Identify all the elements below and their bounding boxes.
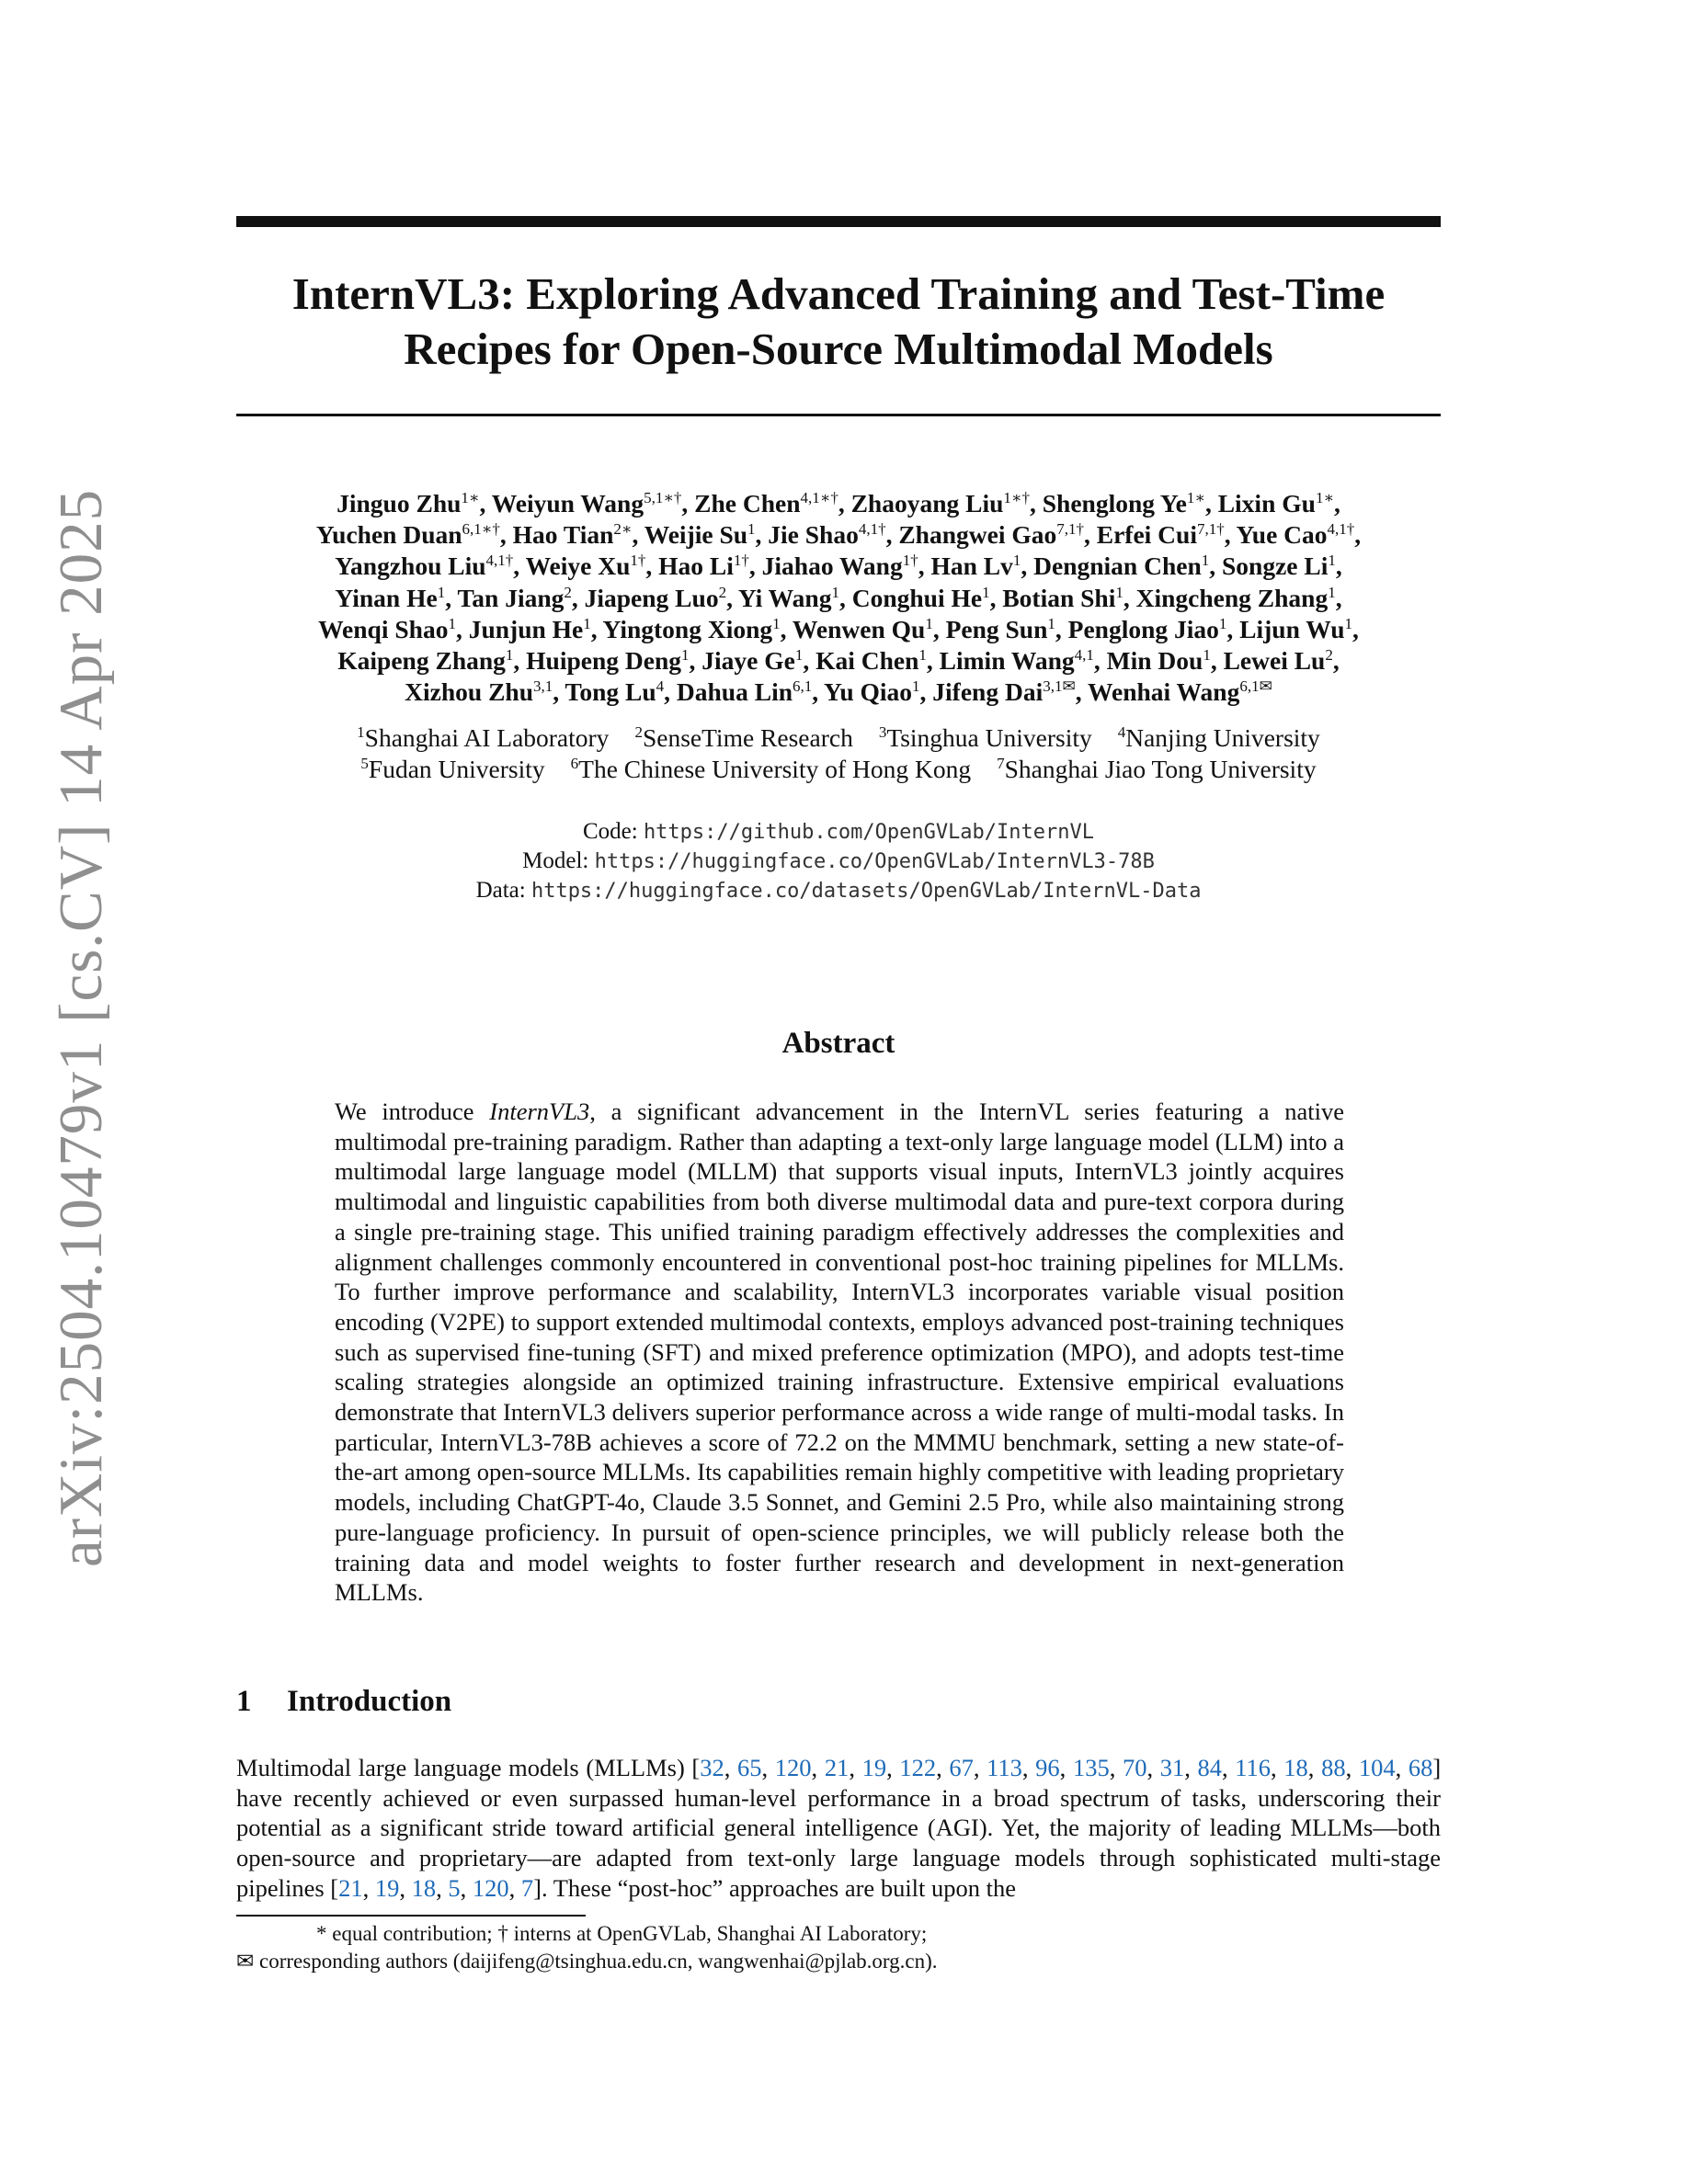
title-line-2: Recipes for Open-Source Multimodal Models — [404, 324, 1273, 374]
author-affiliation-mark: 5,1∗† — [644, 488, 682, 506]
data-link-row — [236, 876, 1441, 905]
author-affiliation-mark: 1 — [1115, 583, 1123, 601]
citation-link[interactable]: 120 — [472, 1873, 509, 1902]
author-affiliation-mark: 4,1 — [1074, 645, 1094, 664]
title-line-1: InternVL3: Exploring Advanced Training and Test-Time — [291, 268, 1386, 319]
author-affiliation-mark: 1∗ — [1186, 488, 1205, 506]
author-name: Lewei Lu — [1223, 646, 1326, 676]
author-name: Wenqi Shao — [318, 614, 449, 643]
author-affiliation-mark: 1 — [925, 614, 933, 632]
author-affiliation-mark: 1 — [1201, 552, 1210, 570]
author-name: Shenglong Ye — [1042, 489, 1187, 518]
section-title: Introduction — [287, 1685, 452, 1718]
author-name: Peng Sun — [945, 614, 1048, 643]
affiliation-name: Tsinghua University — [886, 723, 1092, 752]
affiliation-name: Fudan University — [368, 755, 545, 783]
author-affiliation-mark: 1 — [583, 614, 591, 632]
author-name: Zhangwei Gao — [898, 520, 1057, 550]
author-affiliation-mark: 2 — [718, 583, 727, 601]
citation-link[interactable]: 21 — [338, 1873, 363, 1902]
citation-link[interactable]: 113 — [987, 1754, 1022, 1781]
author-name: Zhaoyang Liu — [850, 489, 1004, 518]
affiliation-name: SenseTime Research — [642, 723, 853, 752]
author-affiliation-mark: 4,1∗† — [800, 488, 838, 506]
author-name: Dengnian Chen — [1033, 552, 1202, 581]
footnote-corresponding-authors: ✉ corresponding authors (daijifeng@tsinghua.edu.cn, wangwenhai@pjlab.org.cn). — [236, 1950, 938, 1973]
author-affiliation-mark: 1 — [1328, 583, 1336, 601]
author-name: Yuchen Duan — [315, 520, 462, 550]
author-name: Dahua Lin — [676, 677, 793, 707]
model-link-row — [236, 847, 1441, 876]
author-name: Jiahao Wang — [761, 552, 903, 581]
footnote-rule — [236, 1915, 586, 1917]
author-name: Conghui He — [851, 583, 983, 612]
intro-text: Multimodal large language models (MLLMs) [ — [236, 1754, 701, 1781]
author-affiliation-mark: 6,1 — [793, 677, 813, 696]
author-affiliation-mark: 1∗ — [461, 488, 480, 506]
author-name: Tong Lu — [565, 677, 656, 707]
author-affiliation-mark: 3,1✉ — [1043, 677, 1076, 696]
author-affiliation-mark: 1 — [437, 583, 446, 601]
author-name: Wenwen Qu — [792, 614, 926, 643]
data-url-link[interactable]: https://huggingface.co/datasets/OpenGVLab/InternVL-Data — [530, 880, 1202, 903]
affiliation-line — [236, 722, 1441, 754]
author-affiliation-mark: 1 — [831, 583, 839, 601]
title-rule-bottom — [236, 414, 1441, 416]
footnote-equal-contribution: * equal contribution; † interns at OpenGVLab, Shanghai AI Laboratory; — [316, 1922, 928, 1945]
author-affiliation-mark: 1† — [630, 552, 646, 570]
author-affiliation-mark: 7,1† — [1056, 520, 1084, 539]
arxiv-identifier-stamp: arXiv:2504.10479v1 [cs.CV] 14 Apr 2025 — [47, 488, 115, 1567]
introduction-paragraph: Multimodal large language models (MLLMs) [32, 65, 120, 21, 19, 122, 67, 113, 96, 135, 70, 31, 84, 116, 18, 88, 104, 68] have recently achieved or even surpassed human-level performance in a broad spectrum of tasks, underscoring their potential as a significant stride toward artificial general intelligence (AGI). Yet, the majority of leading MLLMs—both open-source and proprietary—are adapted from text-only large language models through sophisticated multi-stage pipelines [21, 19, 18, 5, 120, 7]. These “post-hoc” approaches are built upon the — [236, 1754, 1442, 1902]
citation-link[interactable]: 67 — [949, 1754, 974, 1781]
author-affiliation-mark: 4 — [656, 677, 665, 696]
author-line: Yangzhou Liu$^{4,1\dagger}$, Weiye $Xu^{1\dagger}$, Hao $Li^{1\dagger}$, Jiahao Wang$^{1\dagger}$, Han Lv$^1$, Dengnian Chen$^1$, Songze Li$^1$, — [335, 552, 1342, 581]
citation-link[interactable]: 19 — [374, 1873, 400, 1902]
author-name: Yu Qiao — [824, 677, 913, 707]
citation-link[interactable]: 31 — [1159, 1754, 1185, 1781]
citation-link[interactable]: 18 — [1283, 1754, 1308, 1781]
affiliation-list — [236, 722, 1441, 785]
author-name: Weijie Su — [644, 520, 748, 550]
code-url-link[interactable]: https://github.com/OpenGVLab/InternVL — [643, 821, 1095, 844]
author-affiliation-mark: 6,1∗† — [462, 520, 500, 539]
author-affiliation-mark: 1 — [1344, 614, 1353, 632]
author-affiliation-mark: 1 — [918, 645, 927, 664]
citation-link[interactable]: 116 — [1235, 1754, 1272, 1781]
abstract-heading: Abstract — [781, 1027, 895, 1060]
author-name: Han Lv — [930, 552, 1013, 581]
citation-link[interactable]: 96 — [1035, 1754, 1060, 1781]
citation-link[interactable]: 19 — [861, 1754, 887, 1781]
author-name: Jifeng Dai — [932, 677, 1044, 707]
author-name: Junjun He — [468, 614, 584, 643]
author-affiliation-mark: 1 — [448, 614, 456, 632]
author-name: Erfei Cui — [1096, 520, 1197, 550]
author-name: Jiapeng Luo — [584, 583, 719, 612]
author-name: Kai Chen — [815, 646, 919, 676]
author-affiliation-mark: 1 — [1012, 552, 1021, 570]
author-name: Min Dou — [1106, 646, 1203, 676]
author-affiliation-mark: 6,1✉ — [1239, 677, 1272, 696]
affiliation-number: 3 — [878, 722, 887, 741]
author-affiliation-mark: 1 — [681, 645, 690, 664]
citation-link[interactable]: 18 — [411, 1873, 437, 1902]
author-affiliation-mark: 3,1 — [533, 677, 553, 696]
model-label: Model: — [522, 848, 589, 873]
author-name: Kaipeng Zhang — [337, 646, 506, 676]
author-name: Hao Li — [658, 552, 734, 581]
citation-link[interactable]: 70 — [1122, 1754, 1147, 1781]
author-affiliation-mark: 1 — [1328, 552, 1336, 570]
citation-link[interactable]: 32 — [700, 1754, 724, 1781]
author-list — [236, 488, 1441, 708]
author-name: Lixin Gu — [1217, 489, 1316, 518]
author-name: Penglong Jiao — [1067, 614, 1219, 643]
author-affiliation-mark: 4,1† — [858, 520, 886, 539]
author-name: Tan Jiang — [457, 583, 565, 612]
affiliation-name: Shanghai AI Laboratory — [364, 723, 610, 752]
intro-text: ] have recently achieved or even surpassed human-level performance in a broad spectrum of tasks, underscoring their potential as a significant stride toward artificial general intelligence (AGI). Yet, the majority of leading MLLMs—both open-source and proprietary—are adapted from text-only large language models through sophisticated multi-stage pipelines [ — [236, 1754, 1442, 1902]
affiliation-name: The Chinese University of Hong Kong — [578, 755, 972, 783]
citation-link[interactable]: 88 — [1321, 1754, 1346, 1781]
author-name: Jie Shao — [768, 520, 859, 550]
author-name: Zhe Chen — [694, 489, 801, 518]
code-link-row — [236, 817, 1441, 847]
affiliation-number: 5 — [360, 754, 369, 772]
citation-link[interactable]: 65 — [737, 1754, 762, 1781]
paper-title — [236, 267, 1441, 377]
abstract-intro: We introduce — [335, 1098, 490, 1125]
intro-text: ]. These “post-hoc” approaches are built upon the — [533, 1873, 1017, 1902]
author-name: Weiye Xu — [525, 552, 631, 581]
section-number: 1 — [236, 1685, 252, 1718]
author-name: Yingtong Xiong — [602, 614, 773, 643]
author-name: Xizhou Zhu — [405, 677, 534, 707]
author-affiliation-mark: 1 — [1047, 614, 1055, 632]
abstract-model-name: InternVL3 — [489, 1098, 590, 1125]
citation-link[interactable]: 21 — [824, 1754, 850, 1781]
footnotes — [236, 1920, 1441, 1975]
citation-link[interactable]: 68 — [1408, 1754, 1433, 1781]
author-affiliation-mark: 2 — [564, 583, 572, 601]
author-name: Hao Tian — [512, 520, 614, 550]
author-name: Wenhai Wang — [1088, 677, 1240, 707]
affiliation-line — [236, 754, 1441, 785]
author-affiliation-mark: 1 — [794, 645, 804, 664]
model-url-link[interactable]: https://huggingface.co/OpenGVLab/InternVL3-78B — [594, 850, 1155, 873]
author-affiliation-mark: 4,1† — [485, 552, 514, 570]
author-affiliation-mark: 1 — [772, 614, 781, 632]
affiliation-name: Shanghai Jiao Tong University — [1004, 755, 1317, 783]
author-affiliation-mark: 1 — [747, 520, 756, 539]
author-affiliation-mark: 7,1† — [1196, 520, 1225, 539]
affiliation-number: 7 — [997, 754, 1005, 772]
citation-link[interactable]: 122 — [899, 1754, 937, 1781]
author-affiliation-mark: 1∗† — [1003, 488, 1030, 506]
section-heading-introduction — [236, 1685, 451, 1719]
citation-link[interactable]: 5 — [448, 1873, 461, 1902]
author-name: Botian Shi — [1002, 583, 1116, 612]
title-rule-top — [236, 216, 1441, 227]
citation-link[interactable]: 120 — [774, 1754, 812, 1781]
author-line: Yinan He$^1$, Tan Jiang$^2$, Jiapeng Luo$^2$, Yi Wang$^1$, Conghui He$^1$, Botian Shi$^1$, Xingcheng Zhang$^1$, — [335, 583, 1342, 612]
resource-links — [236, 817, 1441, 905]
abstract-text: , a significant advancement in the InternVL series featuring a native multimodal pre-training paradigm. Rather than adapting a text-only large language model (LLM) into a multimodal large language model (MLLM) that supports visual inputs, InternVL3 jointly acquires multimodal and linguistic capabilities from both diverse multimodal data and pure-text corpora during a single pre-training stage. This unified training paradigm effectively addresses the complexities and alignment challenges commonly encountered in conventional post-hoc training pipelines for MLLMs. To further improve performance and scalability, InternVL3 incorporates variable visual position encoding (V2PE) to support extended multimodal contexts, employs advanced post-training techniques such as supervised fine-tuning (SFT) and mixed preference optimization (MPO), and adopts test-time scaling strategies alongside an optimized training infrastructure. Extensive empirical evaluations demonstrate that InternVL3 delivers superior performance across a wide range of multi-modal tasks. In particular, InternVL3-78B achieves a score of 72.2 on the MMMU benchmark, setting a new state-of-the-art among open-source MLLMs. Its capabilities remain highly competitive with leading proprietary models, including ChatGPT-4o, Claude 3.5 Sonnet, and Gemini 2.5 Pro, while also maintaining strong pure-language proficiency. In pursuit of open-science principles, we will publicly release both the training data and model weights to foster further research and development in next-generation MLLMs. — [335, 1098, 1344, 1607]
author-line: Jinguo Zhu$^{1∗}$, Weiyun Wang$^{5,1∗\dagger}$, Zhe Chen$^{4,1∗\dagger}$, Zhaoyang Liu$^{1∗\dagger}$, Shenglong $Ye^{1∗}$, Lixin $Gu^{1∗}$, — [336, 488, 1340, 518]
affiliation-number: 6 — [570, 754, 579, 772]
author-name: Songze Li — [1222, 552, 1329, 581]
author-name: Yinan He — [335, 583, 438, 612]
author-affiliation-mark: 1∗ — [1315, 488, 1334, 506]
author-affiliation-mark: 1† — [902, 552, 918, 570]
author-name: Xingcheng Zhang — [1135, 583, 1329, 612]
citation-link[interactable]: 135 — [1072, 1754, 1110, 1781]
affiliation-name: Nanjing University — [1125, 723, 1320, 752]
author-name: Yangzhou Liu — [335, 552, 486, 581]
author-name: Yi Wang — [737, 583, 832, 612]
citation-link[interactable]: 84 — [1197, 1754, 1222, 1781]
author-affiliation-mark: 1 — [912, 677, 920, 696]
author-line: Wenqi Shao$^1$, Junjun He$^1$, Yingtong Xiong$^1$, Wenwen Qu$^1$, Peng Sun$^1$, Penglong Jiao$^1$, Lijun Wu$^1$, — [318, 614, 1359, 643]
citation-link[interactable]: 104 — [1358, 1754, 1396, 1781]
author-line: Yuchen Duan$^{6,1∗\dagger}$, Hao Tian$^{2∗}$, Weijie Su$^1$, Jie Shao$^{4,1\dagger}$, Zhangwei Gao$^{7,1\dagger}$, Erfei Cui$^{7,1\dagger}$, Yue Cao$^{4,1\dagger}$, — [315, 520, 1362, 550]
author-affiliation-mark: 4,1† — [1327, 520, 1355, 539]
author-affiliation-mark: 1† — [733, 552, 749, 570]
author-affiliation-mark: 1 — [1218, 614, 1227, 632]
author-affiliation-mark: 1 — [505, 645, 514, 664]
code-label: Code: — [582, 819, 638, 844]
author-name: Yue Cao — [1236, 520, 1328, 550]
author-name: Lijun Wu — [1239, 614, 1345, 643]
data-label: Data: — [475, 878, 526, 903]
affiliation-number: 4 — [1117, 722, 1126, 741]
affiliation-number: 2 — [634, 722, 643, 741]
author-affiliation-mark: 2∗ — [613, 520, 633, 539]
author-name: Jinguo Zhu — [336, 489, 462, 518]
author-affiliation-mark: 1 — [982, 583, 990, 601]
author-name: Limin Wang — [939, 646, 1075, 676]
author-affiliation-mark: 2 — [1325, 645, 1333, 664]
affiliation-number: 1 — [357, 722, 365, 741]
author-name: Weiyun Wang — [491, 489, 644, 518]
author-line: Kaipeng Zhang$^1$, Huipeng Deng$^1$, Jiaye Ge$^1$, Kai Chen$^1$, Limin Wang$^{4,1}$, Min Dou$^1$, Lewei Lu$^2$, — [337, 645, 1340, 676]
author-line: Xizhou Zhu$^{3,1}$, Tong Lu$^4$, Dahua Lin$^{6,1}$, Yu Qiao$^1$, Jifeng Dai$^{3,1✉}$, Wenhai Wang$^{6,1✉}$ — [405, 677, 1272, 707]
citation-link[interactable]: 7 — [520, 1873, 534, 1902]
author-affiliation-mark: 1 — [1203, 645, 1211, 664]
author-name: Jiaye Ge — [701, 646, 795, 676]
author-name: Huipeng Deng — [526, 646, 682, 676]
abstract-body — [335, 1097, 1344, 1608]
